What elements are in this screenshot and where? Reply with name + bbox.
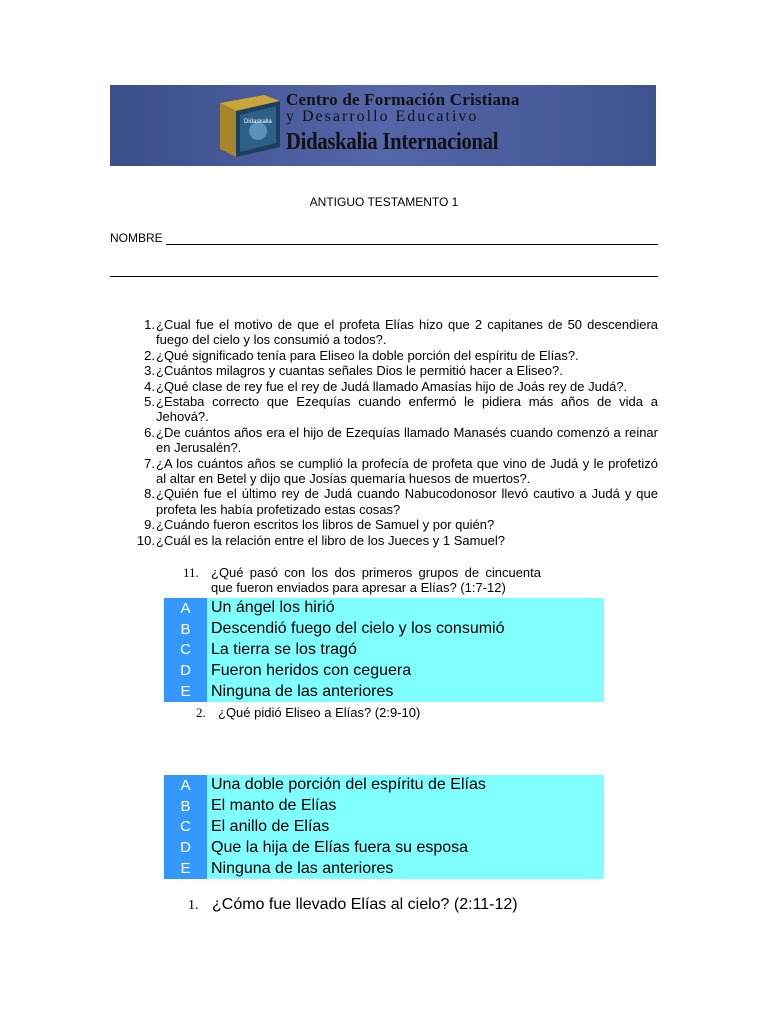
mc2-options: [164, 775, 604, 879]
book-logo-icon: [214, 93, 284, 159]
mc1-options: [164, 598, 604, 702]
mc3-question: 1. ¿Cómo fue llevado Elías al cielo? (2:11-12): [188, 896, 518, 913]
question-item: 5. ¿Estaba correcto que Ezequías cuando enfermó le pidiera más años de vida a Jehová?.: [144, 394, 658, 425]
name-field[interactable]: [110, 231, 658, 245]
question-item: 3. ¿Cuántos milagros y cuantas señales Dios le permitió hacer a Eliseo?.: [144, 363, 563, 379]
name-underline-2[interactable]: [110, 276, 658, 277]
question-item: 2. ¿Qué significado tenía para Eliseo la doble porción del espíritu de Elías?.: [144, 347, 579, 363]
question-item: 9. ¿Cuándo fueron escritos los libros de Samuel y por quién?: [144, 517, 495, 533]
name-underline[interactable]: [166, 232, 658, 245]
mc2-question: 2. ¿Qué pidió Eliseo a Elías? (2:9-10): [196, 705, 421, 720]
question-list: [110, 317, 658, 548]
question-item: 7. ¿A los cuántos años se cumplió la profecía de profeta que vino de Judá y le profetizó al altar en Betel y dijo que Josías quemaría huesos de muertos?.: [144, 455, 658, 487]
question-item: 10. ¿Cuál es la relación entre el libro de los Jueces y 1 Samuel?: [136, 532, 506, 548]
mc1-option-e[interactable]: E Ninguna de las anteriores: [164, 681, 604, 702]
header-line1: Centro de Formación Cristiana: [286, 90, 520, 109]
mc1-question: 11. ¿Qué pasó con los dos primeros grupos de cincuenta que fueron enviados para apresar a Elías? (1:7-12): [183, 565, 541, 595]
mc2-option-b[interactable]: B El manto de Elías: [164, 796, 604, 817]
header-line3: Didaskalia Internacional: [286, 129, 499, 155]
mc2-option-d[interactable]: D Que la hija de Elías fuera su esposa: [164, 837, 604, 858]
mc2-option-c[interactable]: C El anillo de Elías: [164, 817, 604, 838]
question-item: 4. ¿Qué clase de rey fue el rey de Judá llamado Amasías hijo de Joás rey de Judá?.: [144, 378, 628, 394]
svg-text:Didaskalia: Didaskalia: [244, 119, 272, 125]
mc1-option-a[interactable]: A Un ángel los hirió: [164, 598, 604, 619]
question-item: 6. ¿De cuántos años era el hijo de Ezequías llamado Manasés cuando comenzó a reinar en Jerusalén?.: [144, 424, 658, 456]
mc1-option-d[interactable]: D Fueron heridos con ceguera: [164, 660, 604, 681]
mc2-option-e[interactable]: E Ninguna de las anteriores: [164, 858, 604, 879]
question-item: 8. ¿Quién fue el último rey de Judá cuando Nabucodonosor llevó cautivo a Judá y que profeta les había profetizado estas cosas?: [144, 486, 658, 517]
header-line2: y Desarrollo Educativo: [286, 108, 479, 125]
page-title: ANTIGUO TESTAMENTO 1: [309, 195, 459, 209]
mc1-option-c[interactable]: C La tierra se los tragó: [164, 640, 604, 661]
name-label: NOMBRE: [110, 231, 163, 245]
mc1-option-b[interactable]: B Descendió fuego del cielo y los consumió: [164, 619, 604, 640]
question-item: 1. ¿Cual fue el motivo de que el profeta Elías hizo que 2 capitanes de 50 descendiera fuego del cielo y los consumió a todos?.: [144, 317, 658, 348]
header-banner: [110, 85, 656, 166]
mc2-option-a[interactable]: A Una doble porción del espíritu de Elías: [164, 775, 604, 796]
